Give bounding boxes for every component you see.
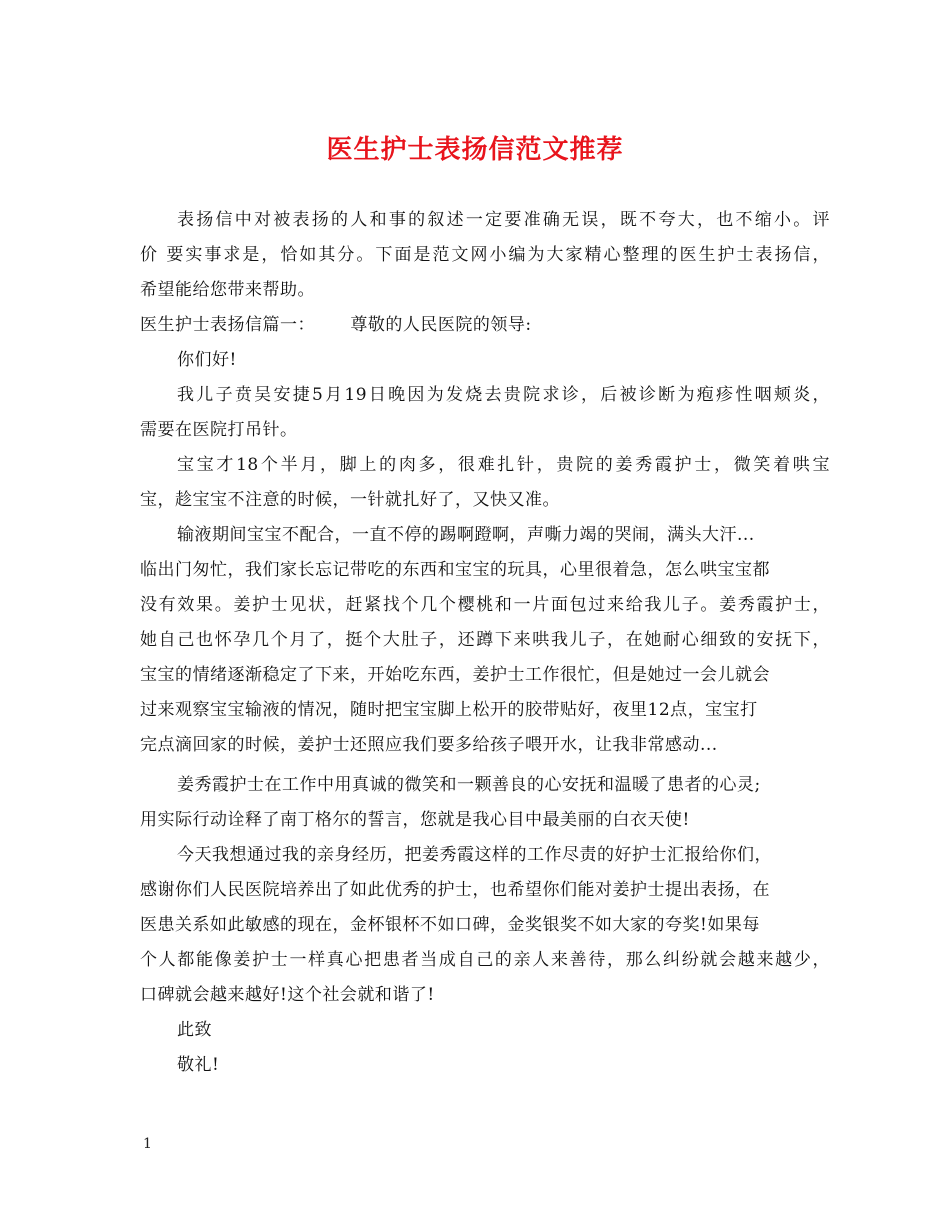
paragraph-line: 我儿子贲吴安捷5月19日晚因为发烧去贵院求诊，后被诊断为疱疹性咽颊炎， xyxy=(177,385,830,405)
paragraph-line: 你们好! xyxy=(177,350,237,370)
paragraph-line: 医生护士表扬信篇一： 尊敬的人民医院的领导: xyxy=(140,315,532,335)
document-title: 医生护士表扬信范文推荐 xyxy=(326,135,624,165)
paragraph-line: 临出门匆忙，我们家长忘记带吃的东西和宝宝的玩具，心里很着急，怎么哄宝宝都 xyxy=(140,560,770,580)
paragraph-line: 今天我想通过我的亲身经历，把姜秀霞这样的工作尽责的好护士汇报给你们， xyxy=(177,845,772,865)
closing-line: 敬礼! xyxy=(177,1055,220,1075)
paragraph-line: 医患关系如此敏感的现在，金杯银杯不如口碑，金奖银奖不如大家的夸奖!如果每 xyxy=(140,915,760,935)
paragraph-line: 感谢你们人民医院培养出了如此优秀的护士，也希望你们能对姜护士提出表扬，在 xyxy=(140,880,770,900)
paragraph-line: 没有效果。姜护士见状，赶紧找个几个樱桃和一片面包过来给我儿子。姜秀霞护士， xyxy=(140,595,830,615)
paragraph-line: 表扬信中对被表扬的人和事的叙述一定要准确无误，既不夸大，也不缩小。评 xyxy=(177,210,830,230)
paragraph-line: 过来观察宝宝输液的情况，随时把宝宝脚上松开的胶带贴好，夜里12点，宝宝打 xyxy=(140,700,758,720)
paragraph-line: 完点滴回家的时候，姜护士还照应我们要多给孩子喂开水，让我非常感动... xyxy=(140,735,718,755)
paragraph-line: 宝宝才18个半月，脚上的肉多，很难扎针，贵院的姜秀霞护士，微笑着哄宝 xyxy=(177,455,830,475)
paragraph-line: 宝宝的情绪逐渐稳定了下来，开始吃东西，姜护士工作很忙，但是她过一会儿就会 xyxy=(140,665,770,685)
paragraph-line: 个人都能像姜护士一样真心把患者当成自己的亲人来善待，那么纠纷就会越来越少， xyxy=(140,950,830,970)
closing-line: 此致 xyxy=(177,1020,212,1040)
paragraph-line: 姜秀霞护士在工作中用真诚的微笑和一颗善良的心安抚和温暖了患者的心灵; xyxy=(177,775,761,795)
paragraph-line: 她自己也怀孕几个月了，挺个大肚子，还蹲下来哄我儿子，在她耐心细致的安抚下， xyxy=(140,630,830,650)
paragraph-line: 用实际行动诠释了南丁格尔的誓言，您就是我心目中最美丽的白衣天使! xyxy=(140,810,690,830)
paragraph-line: 希望能给您带来帮助。 xyxy=(140,280,315,300)
paragraph-line: 输液期间宝宝不配合，一直不停的踢啊蹬啊，声嘶力竭的哭闹，满头大汗... xyxy=(177,525,755,545)
paragraph-line: 需要在医院打吊针。 xyxy=(140,420,298,440)
paragraph-line: 价 要实事求是，恰如其分。下面是范文网小编为大家精心整理的医生护士表扬信， xyxy=(140,245,830,265)
paragraph-line: 口碑就会越来越好!这个社会就和谐了! xyxy=(140,985,435,1005)
paragraph-line: 宝，趁宝宝不注意的时候，一针就扎好了，又快又准。 xyxy=(140,490,560,510)
page-number: 1 xyxy=(143,1136,152,1152)
